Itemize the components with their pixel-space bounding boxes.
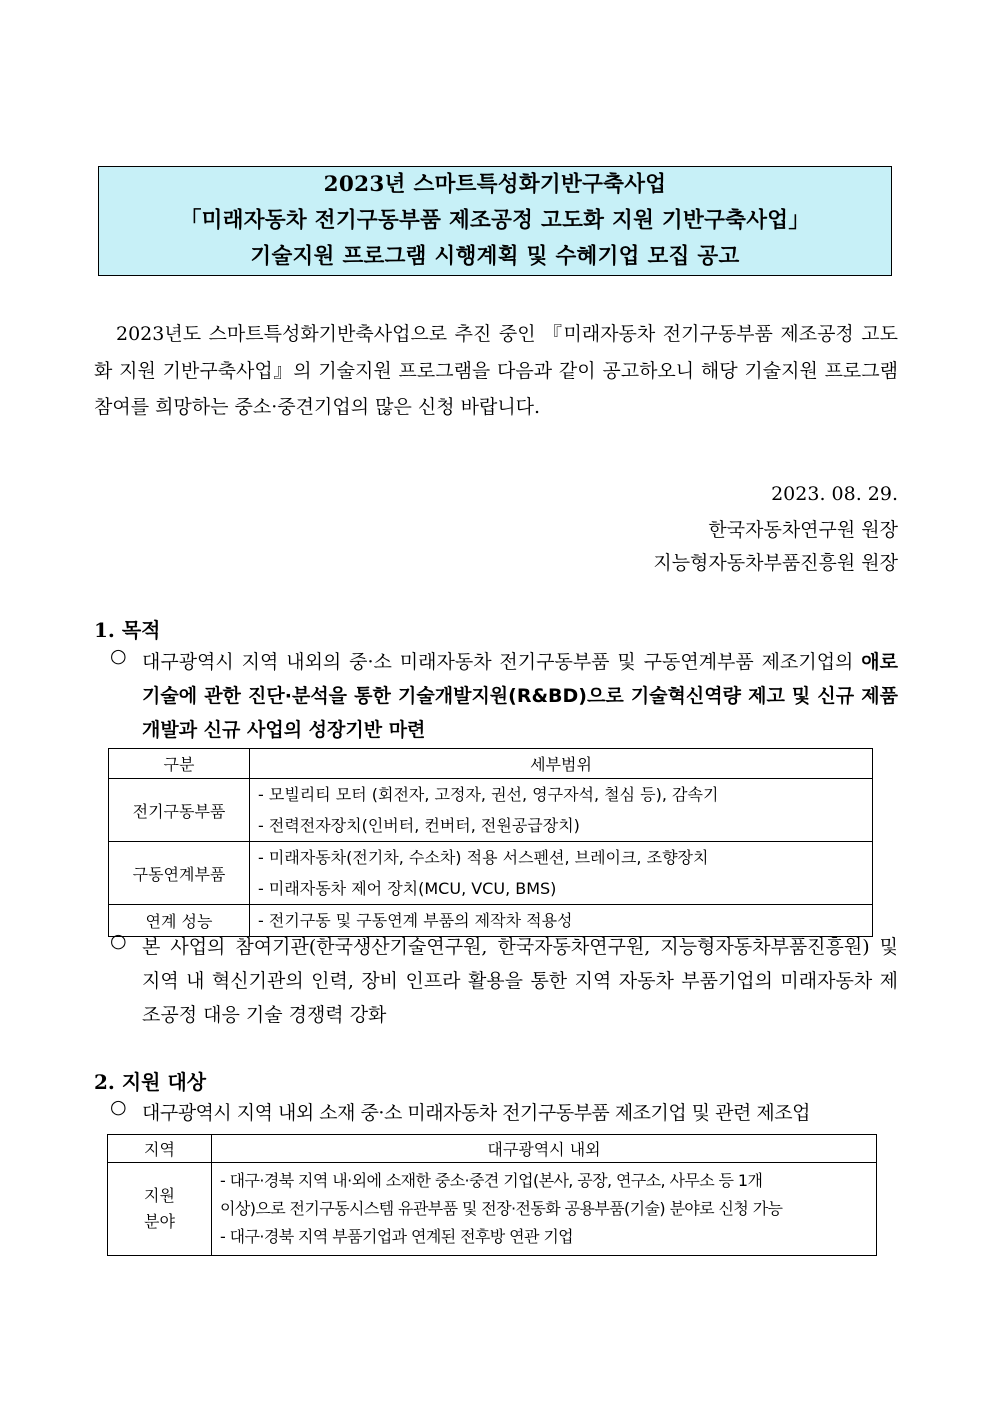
section-2-bullet-text: 대구광역시 지역 내외 소재 중·소 미래자동차 전기구동부품 제조기업 및 관련 제조업: [142, 1102, 810, 1124]
intro-paragraph: 2023년도 스마트특성화기반축사업으로 추진 중인 『미래자동차 전기구동부품 제조공정 고도화 지원 기반구축사업』의 기술지원 프로그램을 다음과 같이 공고하오니 해당 기술지원 프로그램 참여를 희망하는 중소·중견기업의 많은 신청 바랍니다.: [94, 323, 898, 418]
table-row-category: [108, 1163, 212, 1256]
table-item: - 미래자동차(전기차, 수소차) 적용 서스펜션, 브레이크, 조향장치: [258, 848, 709, 867]
signatory-2: 지능형자동차부품진흥원 원장: [653, 552, 898, 574]
table-row-items: [250, 779, 873, 842]
title-box: [98, 166, 892, 276]
section-1-bullet-2: [110, 930, 898, 1032]
table-row: [109, 779, 873, 842]
table-row: [109, 842, 873, 905]
table-header: 대구광역시 내외: [212, 1135, 877, 1163]
title-line-1: 2023년 스마트특성화기반구축사업: [323, 172, 667, 197]
table-header: 세부범위: [250, 749, 873, 779]
table-header: 지역: [108, 1135, 212, 1163]
table-item: 이상)으로 전기구동시스템 유관부품 및 전장·전동화 공용부품(기술) 분야로 신청 가능: [220, 1199, 783, 1218]
table-header-row: [109, 749, 873, 779]
table-row-category: 구동연계부품: [109, 842, 250, 905]
bullet-mark: ○: [110, 930, 127, 952]
table-row: [108, 1163, 877, 1256]
section-2-bullet-1: [110, 1096, 898, 1130]
bullet-2-text: 본 사업의 참여기관(한국생산기술연구원, 한국자동차연구원, 지능형자동차부품진흥원) 및 지역 내 혁신기관의 인력, 장비 인프라 활용을 통한 지역 자동차 부품기업의 미래자동차 제조공정 대응 기술 경쟁력 강화: [142, 936, 898, 1026]
table-item: - 미래자동차 제어 장치(MCU, VCU, BMS): [258, 879, 557, 898]
table-item: - 전력전자장치(인버터, 컨버터, 전원공급장치): [258, 816, 580, 835]
title-line-2: 「미래자동차 전기구동부품 제조공정 고도화 지원 기반구축사업」: [179, 208, 811, 233]
section-1-bullet-1: [110, 645, 898, 747]
table-row-category: 연계 성능: [109, 905, 250, 937]
table-item: - 대구·경북 지역 내·외에 소재한 중소·중견 기업(본사, 공장, 연구소, 사무소 등 1개: [220, 1171, 763, 1190]
section-2-heading: 2. 지원 대상: [94, 1070, 207, 1094]
table-header: 구분: [109, 749, 250, 779]
table-item: - 전기구동 및 구동연계 부품의 제작차 적용성: [258, 911, 573, 930]
bullet-1-plain-text: 대구광역시 지역 내외의 중·소 미래자동차 전기구동부품 및 구동연계부품 제조기업의: [142, 651, 862, 673]
bullet-1-bold-text: 애로기술에 관한 진단·분석을 통한 기술개발지원(R&BD)으로 기술혁신역량 제고 및 신규 제품 개발과 신규 사업의 성장기반 마련: [142, 651, 898, 741]
eligibility-table: [107, 1134, 877, 1256]
table-row-category: 전기구동부품: [109, 779, 250, 842]
table-row-items: [212, 1163, 877, 1256]
bullet-mark: ○: [110, 1096, 127, 1118]
bullet-mark: ○: [110, 645, 127, 667]
section-1-heading: 1. 목적: [94, 618, 161, 642]
scope-table: [108, 748, 873, 937]
table-item: - 대구·경북 지역 부품기업과 연계된 전후방 연관 기업: [220, 1227, 574, 1246]
table-row-items: [250, 842, 873, 905]
title-line-3: 기술지원 프로그램 시행계획 및 수혜기업 모집 공고: [250, 244, 740, 269]
row-label-line-2: 분야: [144, 1212, 175, 1231]
announcement-date: 2023. 08. 29.: [771, 483, 898, 505]
table-item: - 모빌리티 모터 (회전자, 고정자, 권선, 영구자석, 철심 등), 감속기: [258, 785, 719, 804]
table-header-row: [108, 1135, 877, 1163]
row-label-line-1: 지원: [144, 1186, 175, 1205]
signatory-1: 한국자동차연구원 원장: [708, 519, 898, 541]
